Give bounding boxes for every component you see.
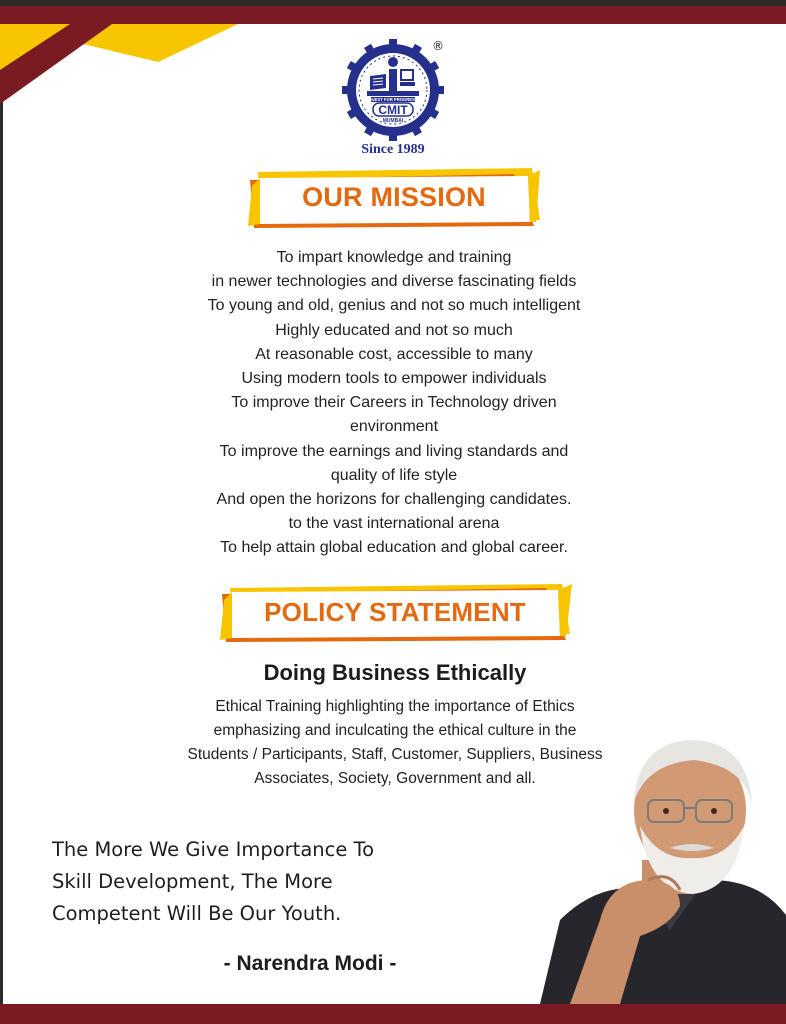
mission-line: And open the horizons for challenging candidates. [216, 491, 572, 509]
mission-line: to the vast international arena [288, 515, 500, 533]
since-year: Since 1989 [361, 142, 425, 157]
quote-text [52, 834, 452, 930]
registered-mark: ® [432, 39, 444, 53]
mission-line: To young and old, genius and not so much intelligent [207, 297, 581, 315]
mission-body [150, 246, 638, 561]
policy-line: Ethical Training highlighting the importance of Ethics [215, 698, 575, 715]
mission-heading: OUR MISSION [302, 182, 486, 212]
mission-line: environment [349, 418, 439, 436]
quote-attribution: - Narendra Modi - [223, 952, 397, 975]
mission-line: quality of life style [330, 466, 458, 484]
bottom-maroon-band [0, 1004, 786, 1024]
mission-line: At reasonable cost, accessible to many [255, 345, 533, 363]
top-left-corner-decoration [0, 24, 240, 108]
left-border-line [0, 24, 3, 1004]
policy-line: Students / Participants, Staff, Customer, Suppliers, Business [187, 746, 603, 763]
mission-line: Using modern tools to empower individuals [241, 370, 547, 388]
top-maroon-band [0, 6, 786, 24]
logo-ring-text: QUEST FOR PROGRESS [368, 97, 418, 102]
cmit-logo [340, 36, 446, 144]
quote-line: The More We Give Importance To [52, 838, 375, 861]
mission-line: To help attain global education and global career. [220, 539, 568, 557]
mission-line: To improve their Careers in Technology driven [231, 394, 557, 412]
policy-line: emphasizing and inculcating the ethical culture in the [213, 722, 577, 739]
policy-heading: POLICY STATEMENT [264, 597, 526, 627]
portrait-photo [530, 730, 786, 1004]
mission-line: To improve the earnings and living standards and [219, 442, 569, 460]
mission-line: To impart knowledge and training [276, 249, 512, 266]
logo-city-text: MUMBAI [382, 118, 404, 124]
policy-line: Associates, Society, Government and all. [254, 770, 536, 787]
mission-banner [244, 166, 544, 232]
logo-brand-text: CMIT [378, 103, 408, 117]
mission-line: in newer technologies and diverse fascinating fields [211, 273, 577, 291]
policy-banner [216, 582, 574, 646]
mission-line: Highly educated and not so much [275, 321, 513, 339]
policy-subheading: Doing Business Ethically [263, 660, 527, 685]
quote-line: Competent Will Be Our Youth. [52, 902, 342, 925]
quote-line: Skill Development, The More [52, 870, 333, 893]
